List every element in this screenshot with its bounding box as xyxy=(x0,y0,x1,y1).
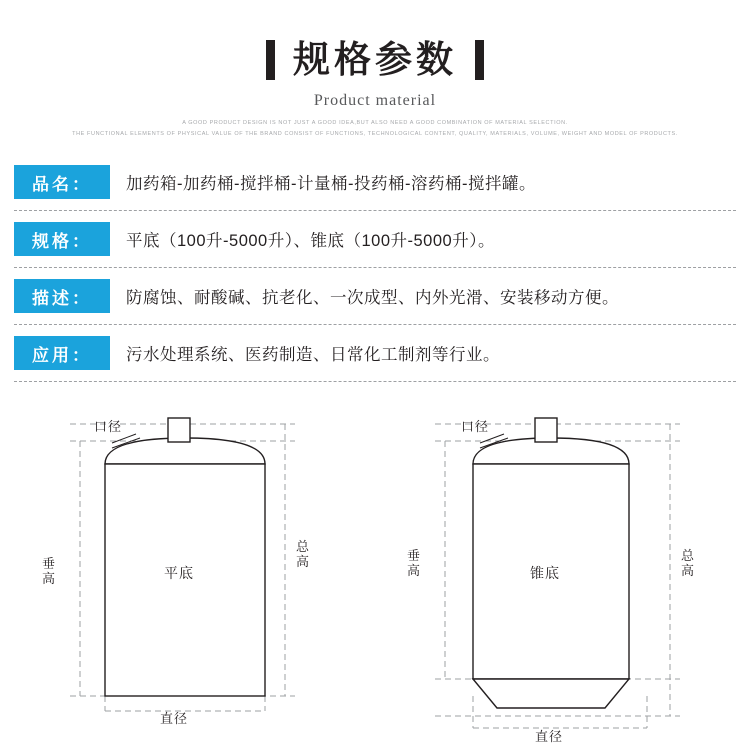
spec-row-description xyxy=(14,279,750,313)
spec-divider-1 xyxy=(14,210,736,211)
spec-value-application: 污水处理系统、医药制造、日常化工制剂等行业。 xyxy=(126,346,500,364)
spec-divider-4 xyxy=(14,381,736,382)
spec-label-name: 品名： xyxy=(14,165,110,199)
spec-divider-3 xyxy=(14,324,736,325)
total-height-label-flat: 总高 xyxy=(296,539,311,569)
spec-label-application: 应用： xyxy=(14,336,110,370)
vertical-height-label-cone: 垂高 xyxy=(407,548,422,578)
diagram-cone-bottom xyxy=(375,396,750,756)
vertical-height-label-flat: 垂高 xyxy=(42,556,57,586)
caliber-label-cone: 口径 xyxy=(461,419,490,434)
tank-type-label-cone: 锥底 xyxy=(530,565,560,581)
diameter-label-flat: 直径 xyxy=(160,711,189,726)
fineprint-line-2: THE FUNCTIONAL ELEMENTS OF PHYSICAL VALUE OF THE BRAND CONSIST OF FUNCTIONS, TECHNOLOGICAL CONTENT, QUALITY, MATERIALS, VOLUME, WEIGHT AND MODEL OF PRODUCTS. xyxy=(72,131,678,137)
caliber-label-flat: 口径 xyxy=(94,419,123,434)
spec-value-name: 加药箱-加药桶-搅拌桶-计量桶-投药桶-溶药桶-搅拌罐。 xyxy=(126,175,536,193)
diagram-flat-bottom xyxy=(0,396,375,756)
spec-value-spec: 平底（100升-5000升）、锥底（100升-5000升）。 xyxy=(126,232,495,250)
total-height-label-cone: 总高 xyxy=(681,548,696,578)
diagram-section xyxy=(0,396,750,756)
title-row xyxy=(0,38,750,82)
title-bar-left-icon xyxy=(266,40,275,80)
spec-row-name xyxy=(14,165,750,199)
fineprint-line-1: A GOOD PRODUCT DESIGN IS NOT JUST A GOOD IDEA,BUT ALSO NEED A GOOD COMBINATION OF MATERIAL SELECTION. xyxy=(182,120,568,126)
tank-type-label-flat: 平底 xyxy=(164,565,194,581)
spec-row-application xyxy=(14,336,750,370)
page-subtitle: Product material xyxy=(313,92,437,109)
spec-divider-2 xyxy=(14,267,736,268)
diameter-label-cone: 直径 xyxy=(535,729,564,744)
spec-label-description: 描述： xyxy=(14,279,110,313)
spec-row-spec xyxy=(14,222,750,256)
spec-table xyxy=(0,165,750,382)
page-title: 规格参数 xyxy=(293,39,457,80)
page-header xyxy=(0,0,750,139)
spec-label-spec: 规格： xyxy=(14,222,110,256)
title-bar-right-icon xyxy=(475,40,484,80)
spec-value-description: 防腐蚀、耐酸碱、抗老化、一次成型、内外光滑、安装移动方便。 xyxy=(126,289,619,307)
